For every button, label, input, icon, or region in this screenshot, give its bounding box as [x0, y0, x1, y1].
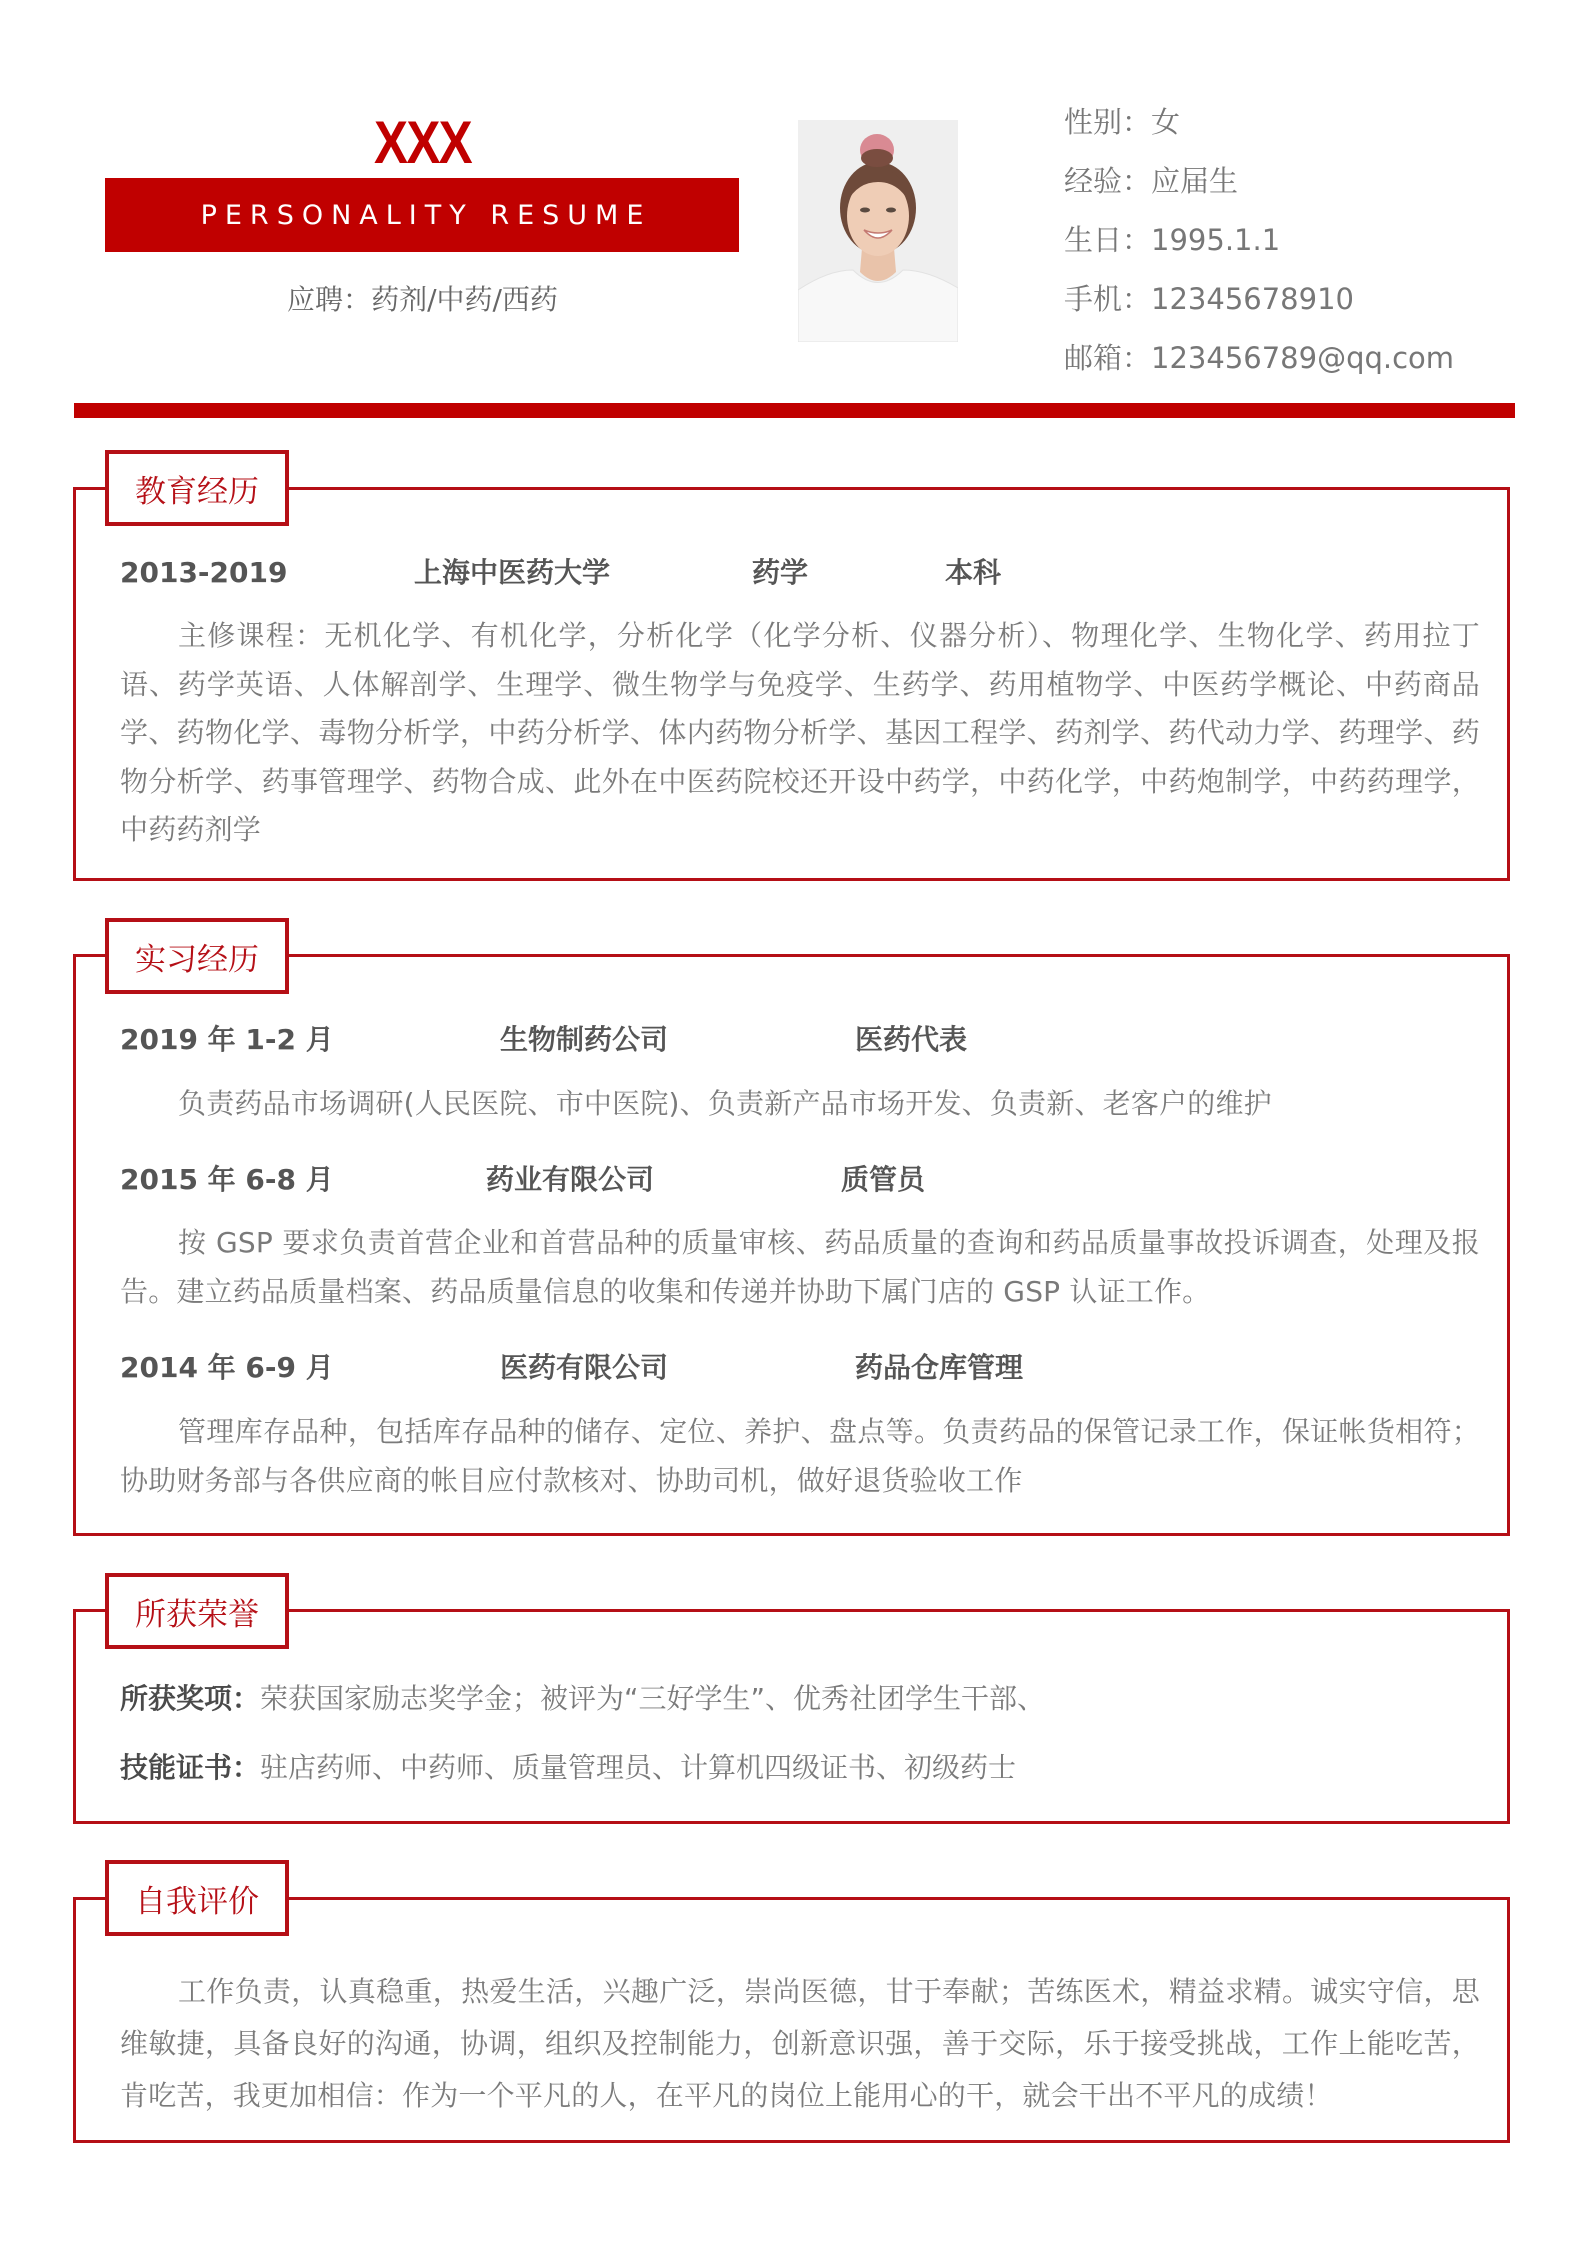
certs-line — [120, 1748, 1016, 1788]
banner-text: PERSONALITY RESUME — [200, 199, 652, 231]
intern-desc: 管理库存品种，包括库存品种的储存、定位、养护、盘点等。负责药品的保管记录工作，保证帐货相符；协助财务部与各供应商的帐目应付款核对、协助司机，做好退货验收工作 — [120, 1415, 1480, 1497]
info-label: 经验： — [1064, 164, 1152, 198]
info-label: 邮箱： — [1064, 341, 1152, 375]
intern-period: 2014 年 6-9 月 — [120, 1351, 334, 1384]
intern-company: 医药有限公司 — [500, 1351, 669, 1384]
honors-title: 所获荣誉 — [105, 1573, 289, 1649]
info-birthday — [1064, 220, 1280, 260]
intern-desc: 按 GSP 要求负责首营企业和首营品种的质量审核、药品质量的查询和药品质量事故投诉调查，处理及报告。建立药品质量档案、药品质量信息的收集和传递并协助下属门店的 GSP 认证工作。 — [120, 1226, 1480, 1308]
apply-label: 应聘： — [287, 283, 372, 316]
awards-text: 荣获国家励志奖学金；被评为“三好学生”、优秀社团学生干部、 — [260, 1682, 1046, 1715]
awards-line — [120, 1679, 1045, 1719]
edu-school: 上海中医药大学 — [414, 556, 611, 589]
portrait-image-icon — [798, 120, 958, 342]
edu-period: 2013-2019 — [120, 556, 288, 589]
info-label: 手机： — [1064, 282, 1152, 316]
info-value: 123456789@qq.com — [1151, 341, 1455, 375]
certs-text: 驻店药师、中药师、质量管理员、计算机四级证书、初级药士 — [260, 1751, 1017, 1784]
info-value: 12345678910 — [1151, 282, 1354, 316]
self-eval-title: 自我评价 — [105, 1860, 289, 1936]
intern-role: 药品仓库管理 — [855, 1351, 1024, 1384]
info-label: 性别： — [1064, 105, 1152, 139]
info-value: 女 — [1151, 105, 1181, 139]
intern-role: 质管员 — [841, 1163, 926, 1196]
education-title: 教育经历 — [105, 450, 289, 526]
portrait-photo — [798, 120, 958, 342]
intern-desc: 负责药品市场调研(人民医院、市中医院)、负责新产品市场开发、负责新、老客户的维护 — [178, 1087, 1272, 1120]
info-label: 生日： — [1064, 223, 1152, 257]
info-email — [1064, 338, 1454, 378]
awards-label: 所获奖项： — [120, 1682, 261, 1715]
edu-courses: 主修课程：无机化学、有机化学，分析化学（化学分析、仪器分析）、物理化学、生物化学、药用拉丁语、药学英语、人体解剖学、生理学、微生物学与免疫学、生药学、药用植物学、中医药学概论、中药商品学、药物化学、毒物分析学，中药分析学、体内药物分析学、基因工程学、药剂学、药代动力学、药理学、药物分析学、药事管理学、药物合成、此外在中医药院校还开设中药学，中药化学，中药炮制学，中药药理学，中药药剂学 — [120, 619, 1480, 846]
intern-period: 2015 年 6-8 月 — [120, 1163, 334, 1196]
intern-company: 生物制药公司 — [500, 1023, 669, 1056]
certs-label: 技能证书： — [120, 1751, 261, 1784]
apply-value: 药剂/中药/西药 — [371, 283, 558, 316]
info-gender — [1064, 102, 1180, 142]
applied-position — [105, 280, 740, 320]
edu-degree: 本科 — [945, 556, 1002, 589]
intern-period: 2019 年 1-2 月 — [120, 1023, 334, 1056]
info-phone — [1064, 279, 1354, 319]
info-experience — [1064, 161, 1238, 201]
header-divider — [74, 403, 1515, 418]
intern-role: 医药代表 — [855, 1023, 968, 1056]
candidate-name: XXX — [374, 109, 471, 176]
info-value: 1995.1.1 — [1151, 223, 1281, 257]
info-value: 应届生 — [1151, 164, 1239, 198]
edu-major: 药学 — [752, 556, 809, 589]
internship-title: 实习经历 — [105, 918, 289, 994]
self-eval-text: 工作负责，认真稳重，热爱生活，兴趣广泛，崇尚医德，甘于奉献；苦练医术，精益求精。诚实守信，思维敏捷，具备良好的沟通，协调，组织及控制能力，创新意识强，善于交际，乐于接受挑战，工作上能吃苦，肯吃苦，我更加相信：作为一个平凡的人，在平凡的岗位上能用心的干，就会干出不平凡的成绩！ — [120, 1975, 1480, 2112]
resume-banner — [105, 178, 739, 252]
intern-company: 药业有限公司 — [486, 1163, 655, 1196]
